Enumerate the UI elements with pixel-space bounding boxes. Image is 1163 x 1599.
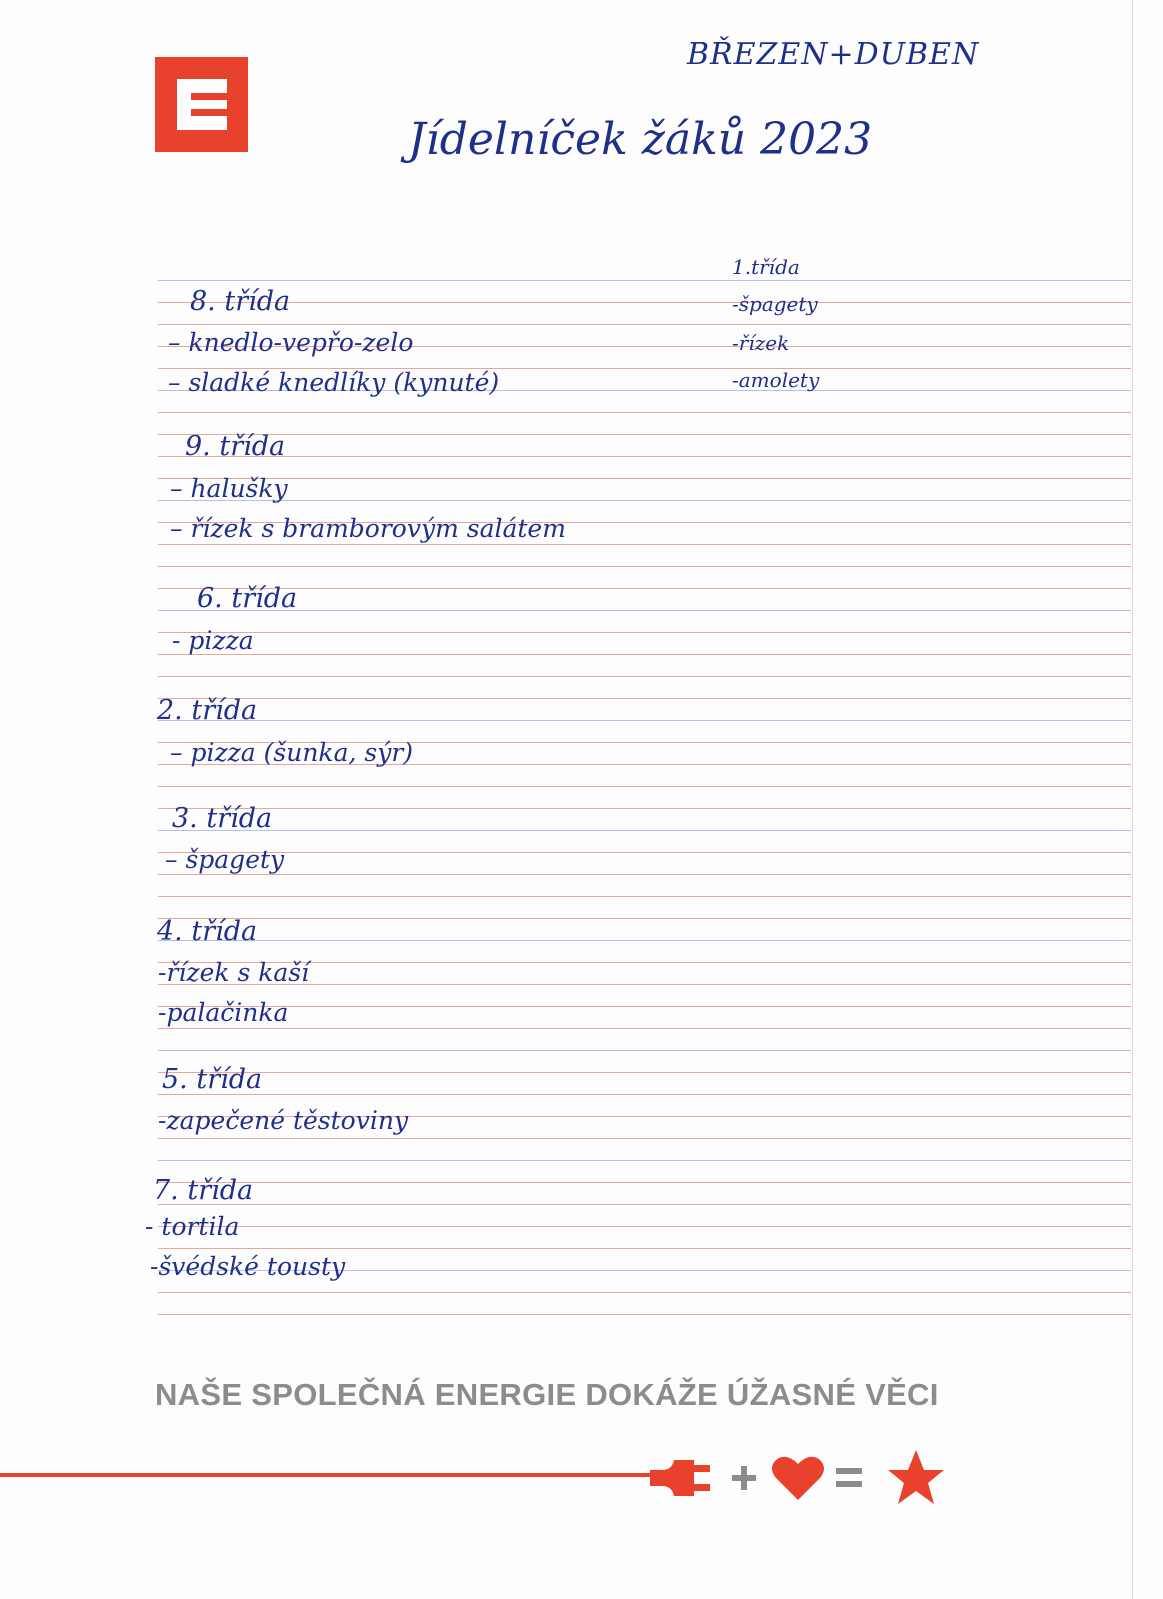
page-title: Jídelníček žáků 2023 xyxy=(408,114,873,165)
ruled-line xyxy=(158,654,1131,655)
side-note-item: -špagety xyxy=(732,292,818,316)
ruled-line xyxy=(158,456,1131,457)
ruled-line xyxy=(158,1292,1131,1293)
class-heading: 9. třída xyxy=(185,431,286,462)
footer-slogan: NAŠE SPOLEČNÁ ENERGIE DOKÁŽE ÚŽASNÉ VĚCI xyxy=(155,1377,939,1412)
ruled-line xyxy=(158,1138,1131,1139)
ruled-line xyxy=(158,566,1131,567)
ruled-line xyxy=(158,478,1131,479)
side-note-heading: 1.třída xyxy=(732,255,800,279)
class-heading: 8. třída xyxy=(190,286,291,317)
ruled-line xyxy=(158,302,1131,303)
ruled-line xyxy=(158,1314,1131,1315)
ruled-line xyxy=(158,1182,1131,1183)
side-note-item: -řízek xyxy=(732,331,790,355)
ruled-line xyxy=(158,918,1131,919)
dish-item: -palačinka xyxy=(158,998,289,1027)
class-heading: 7. třída xyxy=(153,1175,254,1206)
ruled-line xyxy=(158,1050,1131,1051)
ruled-line xyxy=(158,676,1131,677)
page-edge xyxy=(1132,0,1133,1599)
ruled-line xyxy=(158,280,1131,281)
ruled-line xyxy=(158,632,1131,633)
star-icon xyxy=(888,1450,944,1504)
class-heading: 4. třída xyxy=(157,916,258,947)
heart-icon xyxy=(772,1457,824,1500)
ruled-line xyxy=(158,1204,1131,1205)
class-heading: 2. třída xyxy=(157,695,258,726)
ruled-line xyxy=(158,874,1131,875)
ruled-line xyxy=(158,500,1131,501)
equals-icon xyxy=(836,1468,862,1487)
ruled-line xyxy=(158,434,1131,435)
ruled-line xyxy=(158,588,1131,589)
dish-item: - tortila xyxy=(145,1212,240,1241)
ruled-line xyxy=(158,940,1131,941)
ruled-line xyxy=(158,830,1131,831)
dish-item: -řízek s kaší xyxy=(158,958,310,987)
ruled-line xyxy=(158,896,1131,897)
dish-item: – pizza (šunka, sýr) xyxy=(170,738,414,767)
ruled-line xyxy=(158,698,1131,699)
energy-equation xyxy=(650,1446,950,1506)
dish-item: – řízek s bramborovým salátem xyxy=(170,514,566,543)
dish-item: - pizza xyxy=(172,626,254,655)
plug-icon xyxy=(650,1460,710,1496)
dish-item: – špagety xyxy=(165,845,285,874)
ruled-line xyxy=(158,412,1131,413)
class-heading: 6. třída xyxy=(197,583,298,614)
ruled-line xyxy=(158,1028,1131,1029)
ruled-line xyxy=(158,852,1131,853)
dish-item: – knedlo-vepřo-zelo xyxy=(168,328,414,357)
ruled-line xyxy=(158,324,1131,325)
plus-icon xyxy=(732,1466,756,1490)
ruled-line xyxy=(158,720,1131,721)
month-label: BŘEZEN+DUBEN xyxy=(687,37,980,72)
dish-item: -zapečené těstoviny xyxy=(158,1106,409,1135)
ruled-line xyxy=(158,1226,1131,1227)
ruled-line xyxy=(158,1160,1131,1161)
ruled-line xyxy=(158,808,1131,809)
dish-item: – halušky xyxy=(170,474,288,503)
ruled-line xyxy=(158,544,1131,545)
ruled-line xyxy=(158,610,1131,611)
ruled-lines xyxy=(158,0,1131,1599)
ruled-line xyxy=(158,1006,1131,1007)
ruled-line xyxy=(158,786,1131,787)
side-note-item: -amolety xyxy=(732,368,820,392)
dish-item: – sladké knedlíky (kynuté) xyxy=(168,368,500,397)
class-heading: 3. třída xyxy=(172,803,273,834)
class-heading: 5. třída xyxy=(162,1064,263,1095)
footer-cable-line xyxy=(0,1473,662,1477)
ruled-line xyxy=(158,1094,1131,1095)
dish-item: -švédské tousty xyxy=(150,1252,346,1281)
ruled-line xyxy=(158,1248,1131,1249)
ruled-line xyxy=(158,1072,1131,1073)
